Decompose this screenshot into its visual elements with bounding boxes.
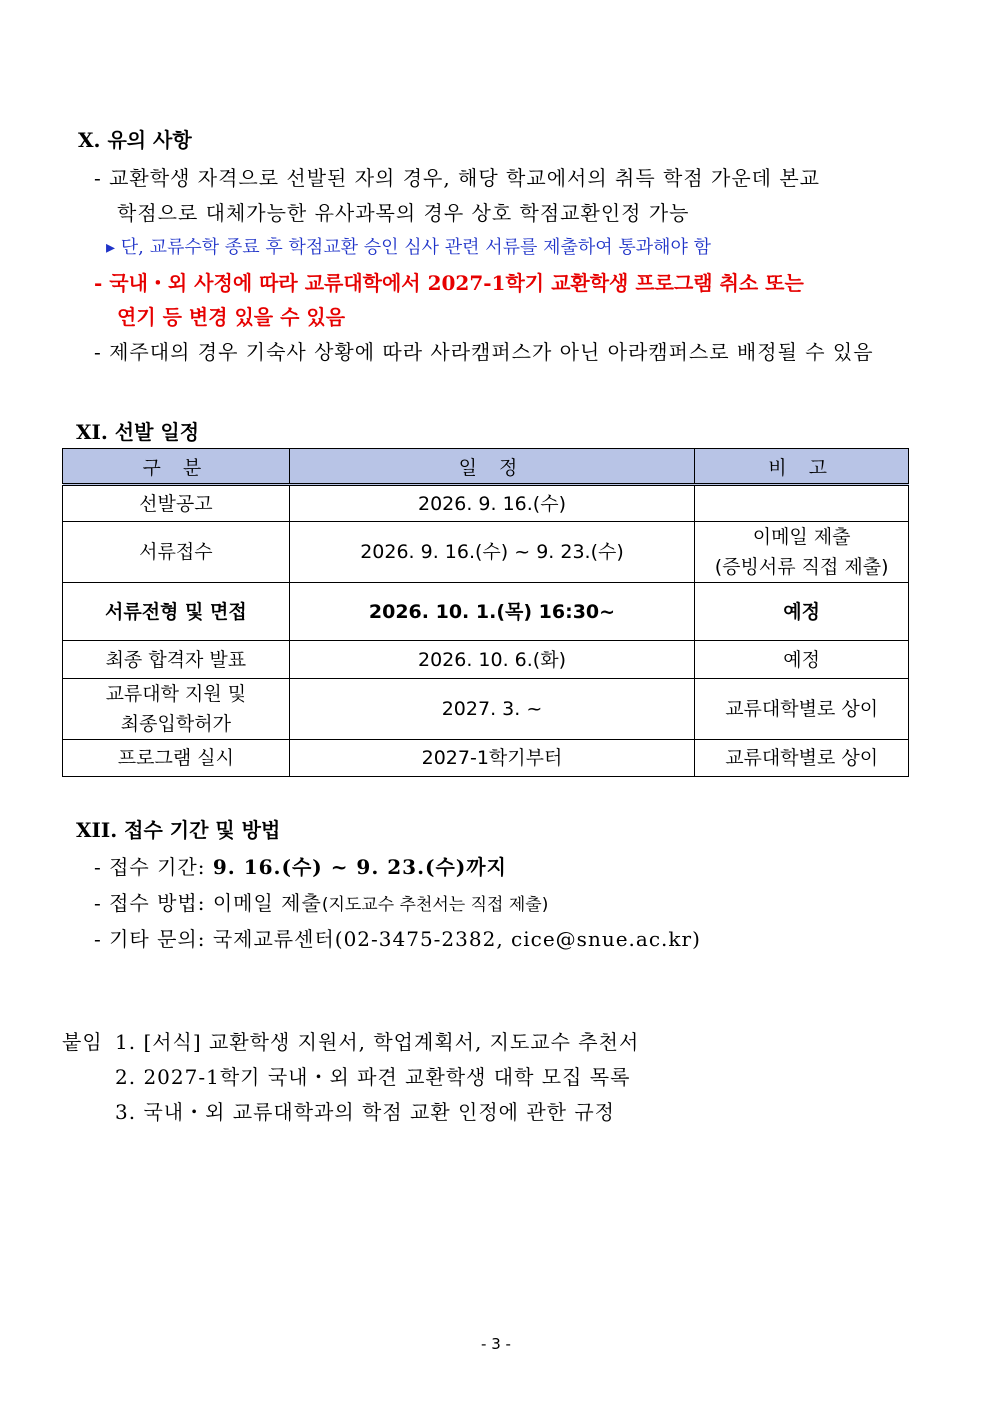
table-row [63, 740, 909, 777]
section-10-title: Ⅹ. 유의 사항 [78, 128, 192, 152]
bullet-credit-line1: - 교환학생 자격으로 선발된 자의 경우, 해당 학교에서의 취득 학점 가운데 본교 [94, 166, 820, 190]
cell-date: 2027. 3. ~ [289, 679, 695, 740]
header-date: 일 정 [289, 449, 695, 485]
attachment-item: 1. [서식] 교환학생 지원서, 학업계획서, 지도교수 추천서 [115, 1030, 640, 1054]
cell-category: 선발공고 [63, 485, 290, 522]
cell-category: 서류전형 및 면접 [63, 583, 290, 641]
table-header-row [63, 449, 909, 485]
contact-line: - 기타 문의: 국제교류센터(02-3475-2382, cice@snue.ac.kr) [94, 927, 701, 951]
category-line1: 교류대학 지원 및 [105, 683, 247, 705]
period-label: - 접수 기간: [94, 855, 213, 879]
section-11-title: XI. 선발 일정 [76, 420, 200, 444]
cell-date: 2026. 10. 1.(목) 16:30~ [289, 583, 695, 641]
header-category: 구 분 [63, 449, 290, 485]
cell-note: 교류대학별로 상이 [695, 740, 909, 777]
cell-category: 서류접수 [63, 522, 290, 583]
table-row [63, 679, 909, 740]
warning-line1: - 국내・외 사정에 따라 교류대학에서 2027-1학기 교환학생 프로그램 취소 또는 [94, 271, 804, 295]
method-label: - 접수 방법: 이메일 제출 [94, 891, 322, 915]
method-extra: (지도교수 추천서는 직접 제출) [321, 895, 549, 915]
credit-note: ▸ 단, 교류수학 종료 후 학점교환 승인 심사 관련 서류를 제출하여 통과해야 함 [106, 237, 712, 258]
cell-note [695, 485, 909, 522]
table-row [63, 485, 909, 522]
cell-note [695, 522, 909, 583]
cell-category [63, 679, 290, 740]
table-row [63, 641, 909, 679]
cell-note: 교류대학별로 상이 [695, 679, 909, 740]
cell-category: 프로그램 실시 [63, 740, 290, 777]
warning-line2: 연기 등 변경 있을 수 있음 [117, 305, 346, 329]
table-row [63, 522, 909, 583]
attachment-prefix: 붙임 [62, 1030, 103, 1054]
cell-date: 2026. 10. 6.(화) [289, 641, 695, 679]
note-line2: (증빙서류 직접 제출) [714, 556, 889, 578]
attachment-item: 3. 국내・외 교류대학과의 학점 교환 인정에 관한 규정 [115, 1100, 615, 1124]
note-line1: 이메일 제출 [752, 526, 851, 548]
table-row [63, 583, 909, 641]
schedule-table [62, 448, 909, 777]
bullet-credit-line2: 학점으로 대체가능한 유사과목의 경우 상호 학점교환인정 가능 [117, 201, 690, 225]
cell-note: 예정 [695, 641, 909, 679]
cell-date: 2026. 9. 16.(수) [289, 485, 695, 522]
bullet-jeju: - 제주대의 경우 기숙사 상황에 따라 사라캠퍼스가 아닌 아라캠퍼스로 배정될 수 있음 [94, 340, 874, 364]
header-note: 비 고 [695, 449, 909, 485]
cell-date: 2027-1학기부터 [289, 740, 695, 777]
period-line [94, 851, 507, 880]
method-line [94, 887, 548, 916]
attachment-item: 2. 2027-1학기 국내・외 파견 교환학생 대학 모집 목록 [115, 1065, 631, 1089]
cell-date: 2026. 9. 16.(수) ~ 9. 23.(수) [289, 522, 695, 583]
cell-note: 예정 [695, 583, 909, 641]
cell-category: 최종 합격자 발표 [63, 641, 290, 679]
section-12-title: XII. 접수 기간 및 방법 [76, 818, 281, 842]
page-number: - 3 - [481, 1335, 511, 1353]
period-value: 9. 16.(수) ~ 9. 23.(수)까지 [212, 855, 507, 879]
category-line2: 최종입학허가 [120, 713, 231, 735]
